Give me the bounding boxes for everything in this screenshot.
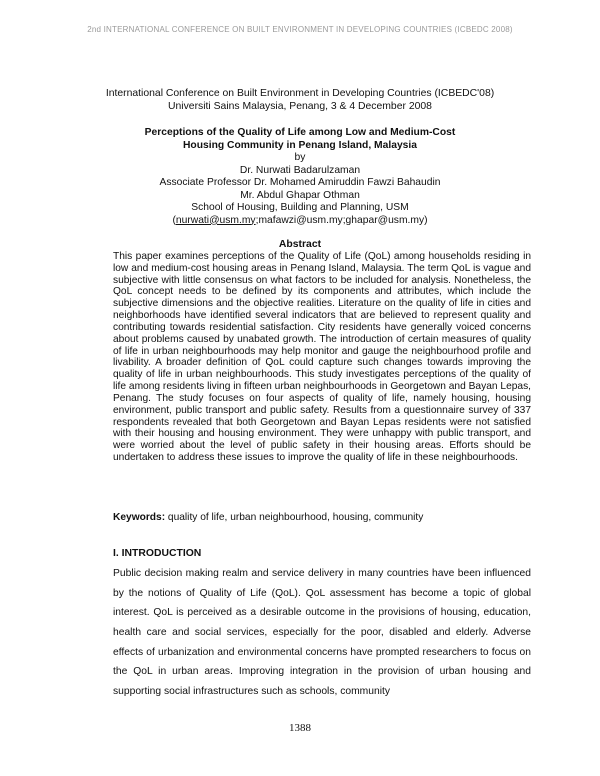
author-emails bbox=[60, 215, 540, 228]
conference-info bbox=[60, 88, 540, 113]
emails-open: ( bbox=[172, 214, 176, 226]
keywords-label: Keywords: bbox=[113, 512, 166, 523]
abstract-heading: Abstract bbox=[278, 239, 322, 250]
keywords-list: quality of life, urban neighbourhood, housing, community bbox=[165, 512, 424, 523]
keywords bbox=[113, 512, 533, 524]
author-3: Mr. Abdul Ghapar Othman bbox=[240, 189, 360, 201]
page-number: 1388 bbox=[289, 722, 311, 734]
paper-title-line1: Perceptions of the Quality of Life among Low and Medium-Cost bbox=[144, 127, 456, 138]
emails-rest: ;mafawzi@usm.my;ghapar@usm.my) bbox=[255, 214, 428, 226]
by-label: by bbox=[294, 152, 306, 163]
affiliation: School of Housing, Building and Planning, USM bbox=[191, 202, 409, 213]
section-heading-introduction: I. INTRODUCTION bbox=[113, 548, 202, 559]
conference-venue: Universiti Sains Malaysia, Penang, 3 & 4 December 2008 bbox=[168, 100, 432, 112]
introduction-paragraph: Public decision making realm and service delivery in many countries have been influenced by the notions of Quality of Life (QoL). QoL assessment has become a topic of global interest. QoL is perceived as a desirable outcome in the provisions of housing, education, health care and social services, especially for the poor, disabled and elderly. Adverse effects of urbanization and environmental concerns have prompted researchers to focus on the QoL in urban areas. Improving integration in the provision of urban housing and supporting social infrastructures such as schools, community bbox=[113, 568, 531, 697]
running-header: 2nd INTERNATIONAL CONFERENCE ON BUILT ENVIRONMENT IN DEVELOPING COUNTRIES (ICBEDC 2008) bbox=[87, 25, 513, 34]
abstract-text: This paper examines perceptions of the Quality of Life (QoL) among households residing in low and medium-cost housing areas in Penang Island, Malaysia. The term QoL is vague and subjective with little consensus on what factors to be included for analysis. Nonetheless, the QoL concept needs to be defined by its components and attributes, which include the subjective dimensions and the objective realities. Literature on the quality of life in cities and neighborhoods have identified several indicators that are believed to represent quality and contributing towards residential satisfaction. City residents have generally voiced concerns about problems caused by unabated growth. The introduction of certain measures of quality of life in urban neighbourhoods may help monitor and gauge the neighbourhood profile and livability. A broader definition of QoL could capture such changes towards improving the quality of life in urban neighbourhoods. This study investigates perceptions of the quality of life among residents living in fifteen urban neighbourhoods in Georgetown and Bayan Lepas, Penang. The study focuses on four aspects of quality of life, namely housing, housing environment, public transport and public safety. Results from a questionnaire survey of 337 respondents revealed that both Georgetown and Bayan Lepas residents were not satisfied with their housing and housing environment. They were unhappy with public transport, and were worried about the level of public safety in their housing areas. Efforts should be undertaken to address these issues to improve the quality of life in these neighbourhoods. bbox=[113, 251, 531, 464]
conference-name: International Conference on Built Environment in Developing Countries (ICBEDC'08) bbox=[105, 88, 495, 99]
author-2: Associate Professor Dr. Mohamed Amiruddin Fawzi Bahaudin bbox=[159, 177, 441, 188]
title-block bbox=[60, 127, 540, 227]
email-link-nurwati[interactable]: nurwati@usm.my bbox=[175, 214, 256, 226]
author-1: Dr. Nurwati Badarulzaman bbox=[239, 164, 361, 176]
paper-title-line2: Housing Community in Penang Island, Malaysia bbox=[182, 139, 417, 151]
